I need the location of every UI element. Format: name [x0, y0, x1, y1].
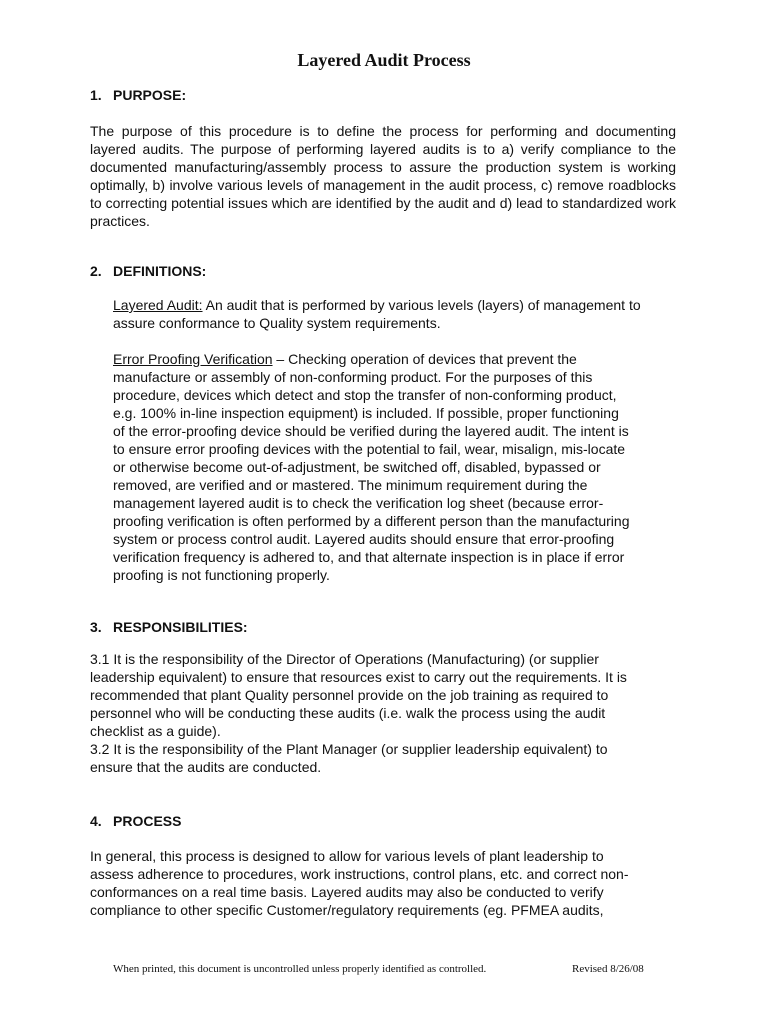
definition-line: verification frequency is adhered to, and that alternate inspection is in place if error [113, 549, 625, 565]
definition-line: e.g. 100% in-line inspection equipment) is included. If possible, proper functioning [113, 405, 619, 421]
definition-line [113, 350, 673, 368]
process-paragraph [90, 847, 676, 919]
section-number: 3. [90, 619, 102, 635]
document-title: Layered Audit Process [297, 50, 471, 70]
process-line: assess adherence to procedures, work instructions, control plans, etc. and correct non- [90, 866, 629, 882]
definition-line: of the error-proofing device should be verified during the layered audit. The intent is [113, 423, 629, 439]
section-title: PURPOSE: [113, 87, 187, 103]
responsibility-line: ensure that the audits are conducted. [90, 759, 322, 775]
definition-layered-audit [113, 296, 673, 332]
definition-line: removed, are verified and or mastered. The minimum requirement during the [113, 477, 588, 493]
footer-revision: Revised 8/26/08 [572, 963, 644, 975]
section-title: RESPONSIBILITIES: [113, 619, 248, 635]
section-number: 2. [90, 263, 102, 279]
definition-error-proofing [113, 350, 673, 584]
definition-line: proofing verification is often performed by a different person than the manufacturing [113, 513, 630, 529]
process-line: In general, this process is designed to allow for various levels of plant leadership to [90, 848, 604, 864]
responsibility-line: 3.2 It is the responsibility of the Plant Manager (or supplier leadership equivalent) to [90, 741, 608, 757]
responsibility-line: recommended that plant Quality personnel provide on the job training as required to [90, 687, 609, 703]
definition-line: management layered audit is to check the verification log sheet (because error- [113, 495, 604, 511]
definition-line: procedure, devices which detect and stop the transfer of non-conforming product, [113, 387, 617, 403]
definition-line: proofing is not functioning properly. [113, 567, 330, 583]
process-line: compliance to other specific Customer/regulatory requirements (eg. PFMEA audits, [90, 902, 604, 918]
definition-term: Error Proofing Verification [113, 351, 273, 367]
definition-text: An audit that is performed by various levels (layers) of management to assure conformance to Quality system requirements. [113, 297, 641, 331]
section-heading-definitions [90, 262, 206, 280]
section-number: 4. [90, 813, 102, 829]
section-heading-responsibilities [90, 618, 248, 636]
responsibilities-paragraph [90, 650, 676, 776]
process-line: conformances on a real time basis. Layered audits may also be conducted to verify [90, 884, 604, 900]
responsibility-line: 3.1 It is the responsibility of the Director of Operations (Manufacturing) (or supplier [90, 651, 599, 667]
section-heading-purpose [90, 86, 186, 104]
definition-line: manufacture or assembly of non-conforming product. For the purposes of this [113, 369, 593, 385]
section-title: DEFINITIONS: [113, 263, 207, 279]
section-number: 1. [90, 87, 102, 103]
responsibility-line: leadership equivalent) to ensure that resources exist to carry out the requirements. It is [90, 669, 627, 685]
responsibility-line: checklist as a guide). [90, 723, 221, 739]
definition-line: to ensure error proofing devices with the potential to fail, wear, misalign, mis-locate [113, 441, 626, 457]
definition-line: system or process control audit. Layered audits should ensure that error-proofing [113, 531, 615, 547]
footer-note: When printed, this document is uncontrolled unless properly identified as controlled. [113, 963, 487, 975]
responsibility-line: personnel who will be conducting these audits (i.e. walk the process using the audit [90, 705, 606, 721]
definition-line: or otherwise become out-of-adjustment, be switched off, disabled, bypassed or [113, 459, 601, 475]
definition-term: Layered Audit: [113, 297, 203, 313]
section-title: PROCESS [113, 813, 182, 829]
section-heading-process [90, 812, 181, 830]
purpose-paragraph: The purpose of this procedure is to define the process for performing and documenting layered audits. The purpose of performing layered audits is to a) verify compliance to the documented manufacturing/assembly process to assure the production system is working optimally, b) involve various levels of management in the audit process, c) remove roadblocks to correcting potential issues which are identified by the audit and d) lead to standardized work practices. [90, 123, 676, 229]
definition-text: – Checking operation of devices that prevent the [272, 351, 577, 367]
